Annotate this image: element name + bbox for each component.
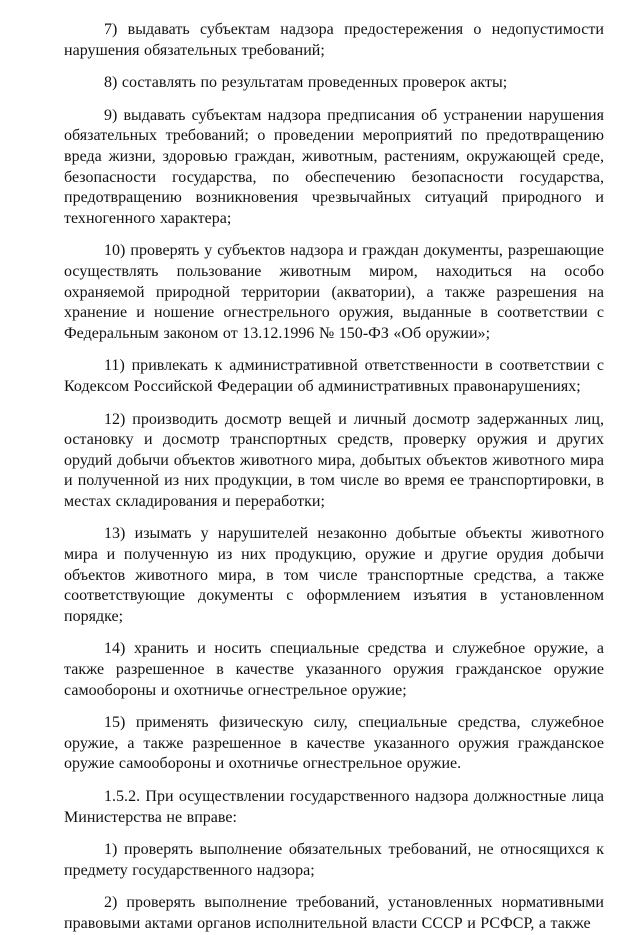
paragraph-item-14: 14) хранить и носить специальные средства и служебное оружие, а также разрешенное в качестве указанного оружия гражданское оружие самообороны и охотничье огнестрельное оружие; [64,640,604,699]
paragraph-item-12: 12) производить досмотр вещей и личный досмотр задержанных лиц, остановку и досмотр транспортных средств, проверку оружия и других орудий добычи объектов животного мира, добытых объектов животного мира и полученной из них продукции, в том числе во время ее транспортировки, в местах складирования и переработки; [64,410,604,510]
paragraph-item-7: 7) выдавать субъектам надзора предостережения о недопустимости нарушения обязательных требований; [64,21,604,59]
paragraph-item-13: 13) изымать у нарушителей незаконно добытые объекты животного мира и полученную из них продукцию, оружие и другие орудия добычи объектов животного мира, в том числе транспортные средства, а также соответствующие документы с оформлением изъятия в установленном порядке; [64,525,604,625]
paragraph-item-9: 9) выдавать субъектам надзора предписания об устранении нарушения обязательных требований; о проведении мероприятий по предотвращению вреда жизни, здоровью граждан, животным, растениям, окружающей среде, безопасности государства, по обеспечению безопасности государства, предотвращению возникновения чрезвычайных ситуаций природного и техногенного характера; [64,106,604,227]
paragraph-item-15: 15) применять физическую силу, специальные средства, служебное оружие, а также разрешенное в качестве указанного оружия гражданское оружие самообороны и охотничье огнестрельное оружие. [64,714,604,773]
prohibition-item-2: 2) проверять выполнение требований, установленных нормативными правовыми актами органов исполнительной власти СССР и РСФСР, а также [64,894,604,932]
paragraph-item-10: 10) проверять у субъектов надзора и граждан документы, разрешающие осуществлять пользование животным миром, находиться на особо охраняемой природной территории (акватории), а также разрешения на хранение и ношение огнестрельного оружия, выданные в соответствии с Федеральным законом от 13.12.1996 № 150-ФЗ «Об оружии»; [64,242,604,342]
paragraph-item-11: 11) привлекать к административной ответственности в соответствии с Кодексом Российской Федерации об административных правонарушениях; [64,357,604,395]
section-1-5-2-heading: 1.5.2. При осуществлении государственного надзора должностные лица Министерства не вправе: [64,788,604,826]
paragraph-item-8: 8) составлять по результатам проведенных проверок акты; [104,74,508,92]
prohibition-item-1: 1) проверять выполнение обязательных требований, не относящихся к предмету государственного надзора; [64,841,604,879]
